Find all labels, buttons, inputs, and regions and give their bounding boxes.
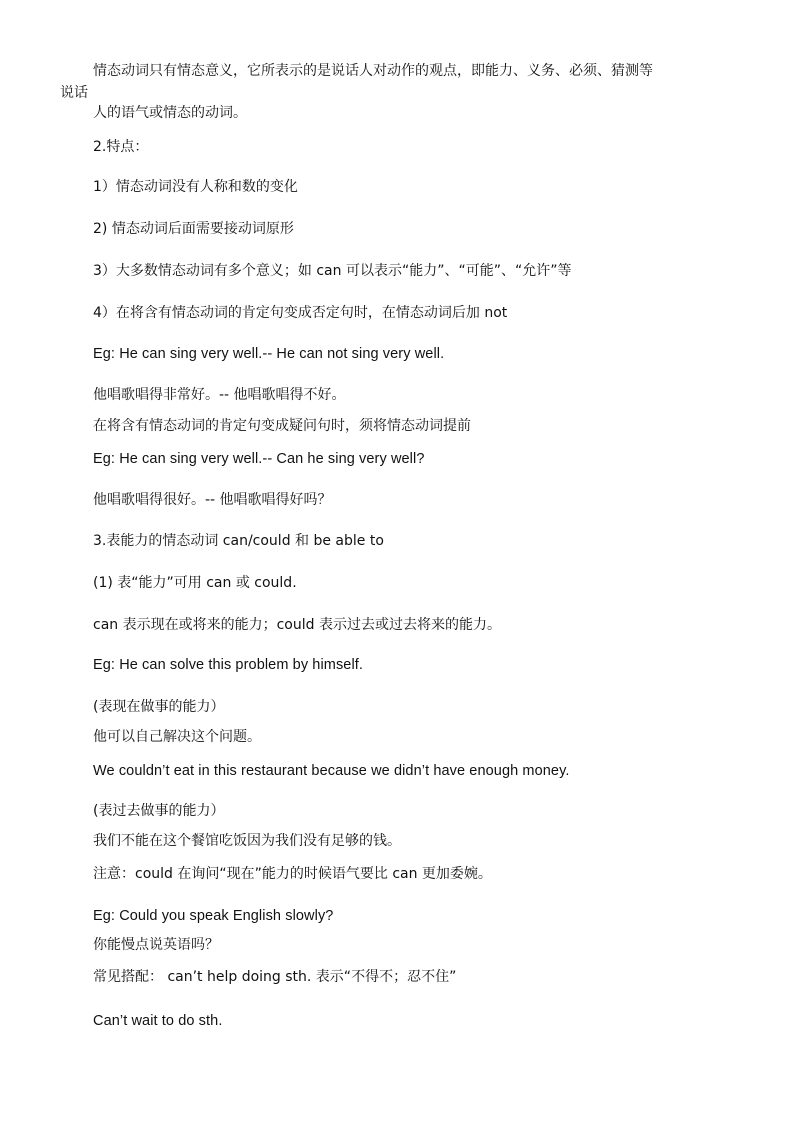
point-1: (1) 表“能力”可用 can 或 could. [93,575,297,591]
feature-3: 3）大多数情态动词有多个意义；如 can 可以表示“能力”、“可能”、“允许”等 [93,263,572,279]
intro-line-1: 情态动词只有情态意义，它所表示的是说话人对动作的观点，即能力、义务、必须、猜测等 [93,63,653,79]
feature-2: 2) 情态动词后面需要接动词原形 [93,221,294,237]
note-present-ability: (表现在做事的能力） [93,699,225,715]
example-slowly-en: Eg: Could you speak English slowly? [93,908,334,924]
example-slowly-cn: 你能慢点说英语吗？ [93,937,219,953]
example-solve-en: Eg: He can solve this problem by himself. [93,657,364,673]
example-question-en: Eg: He can sing very well.-- Can he sing very well? [93,451,425,467]
example-negative-cn: 他唱歌唱得非常好。-- 他唱歌唱得不好。 [93,387,346,403]
feature-1: 1）情态动词没有人称和数的变化 [93,179,298,195]
example-negative-en: Eg: He can sing very well.-- He can not sing very well. [93,346,445,362]
example-restaurant-cn: 我们不能在这个餐馆吃饭因为我们没有足够的钱。 [93,833,401,849]
feature-4: 4）在将含有情态动词的肯定句变成否定句时，在情态动词后加 not [93,305,508,321]
can-could-description: can 表示现在或将来的能力；could 表示过去或过去将来的能力。 [93,617,501,633]
intro-line-2: 人的语气或情态的动词。 [93,105,247,121]
section-3-title: 3.表能力的情态动词 can/could 和 be able to [93,533,384,549]
attention-note: 注意：could 在询问“现在”能力的时候语气要比 can 更加委婉。 [93,866,492,882]
example-restaurant-en: We couldn’t eat in this restaurant because we didn’t have enough money. [93,763,570,779]
intro-wrap: 说话 [60,85,88,101]
question-rule: 在将含有情态动词的肯定句变成疑问句时，须将情态动词提前 [93,418,471,434]
section-2-title: 2.特点： [93,139,149,155]
cant-wait-phrase: Can’t wait to do sth. [93,1013,223,1029]
example-question-cn: 他唱歌唱得很好。-- 他唱歌唱得好吗？ [93,492,332,508]
collocation-note: 常见搭配： can’t help doing sth. 表示“不得不；忍不住” [93,969,457,985]
example-solve-cn: 他可以自己解决这个问题。 [93,729,261,745]
note-past-ability: (表过去做事的能力） [93,803,225,819]
